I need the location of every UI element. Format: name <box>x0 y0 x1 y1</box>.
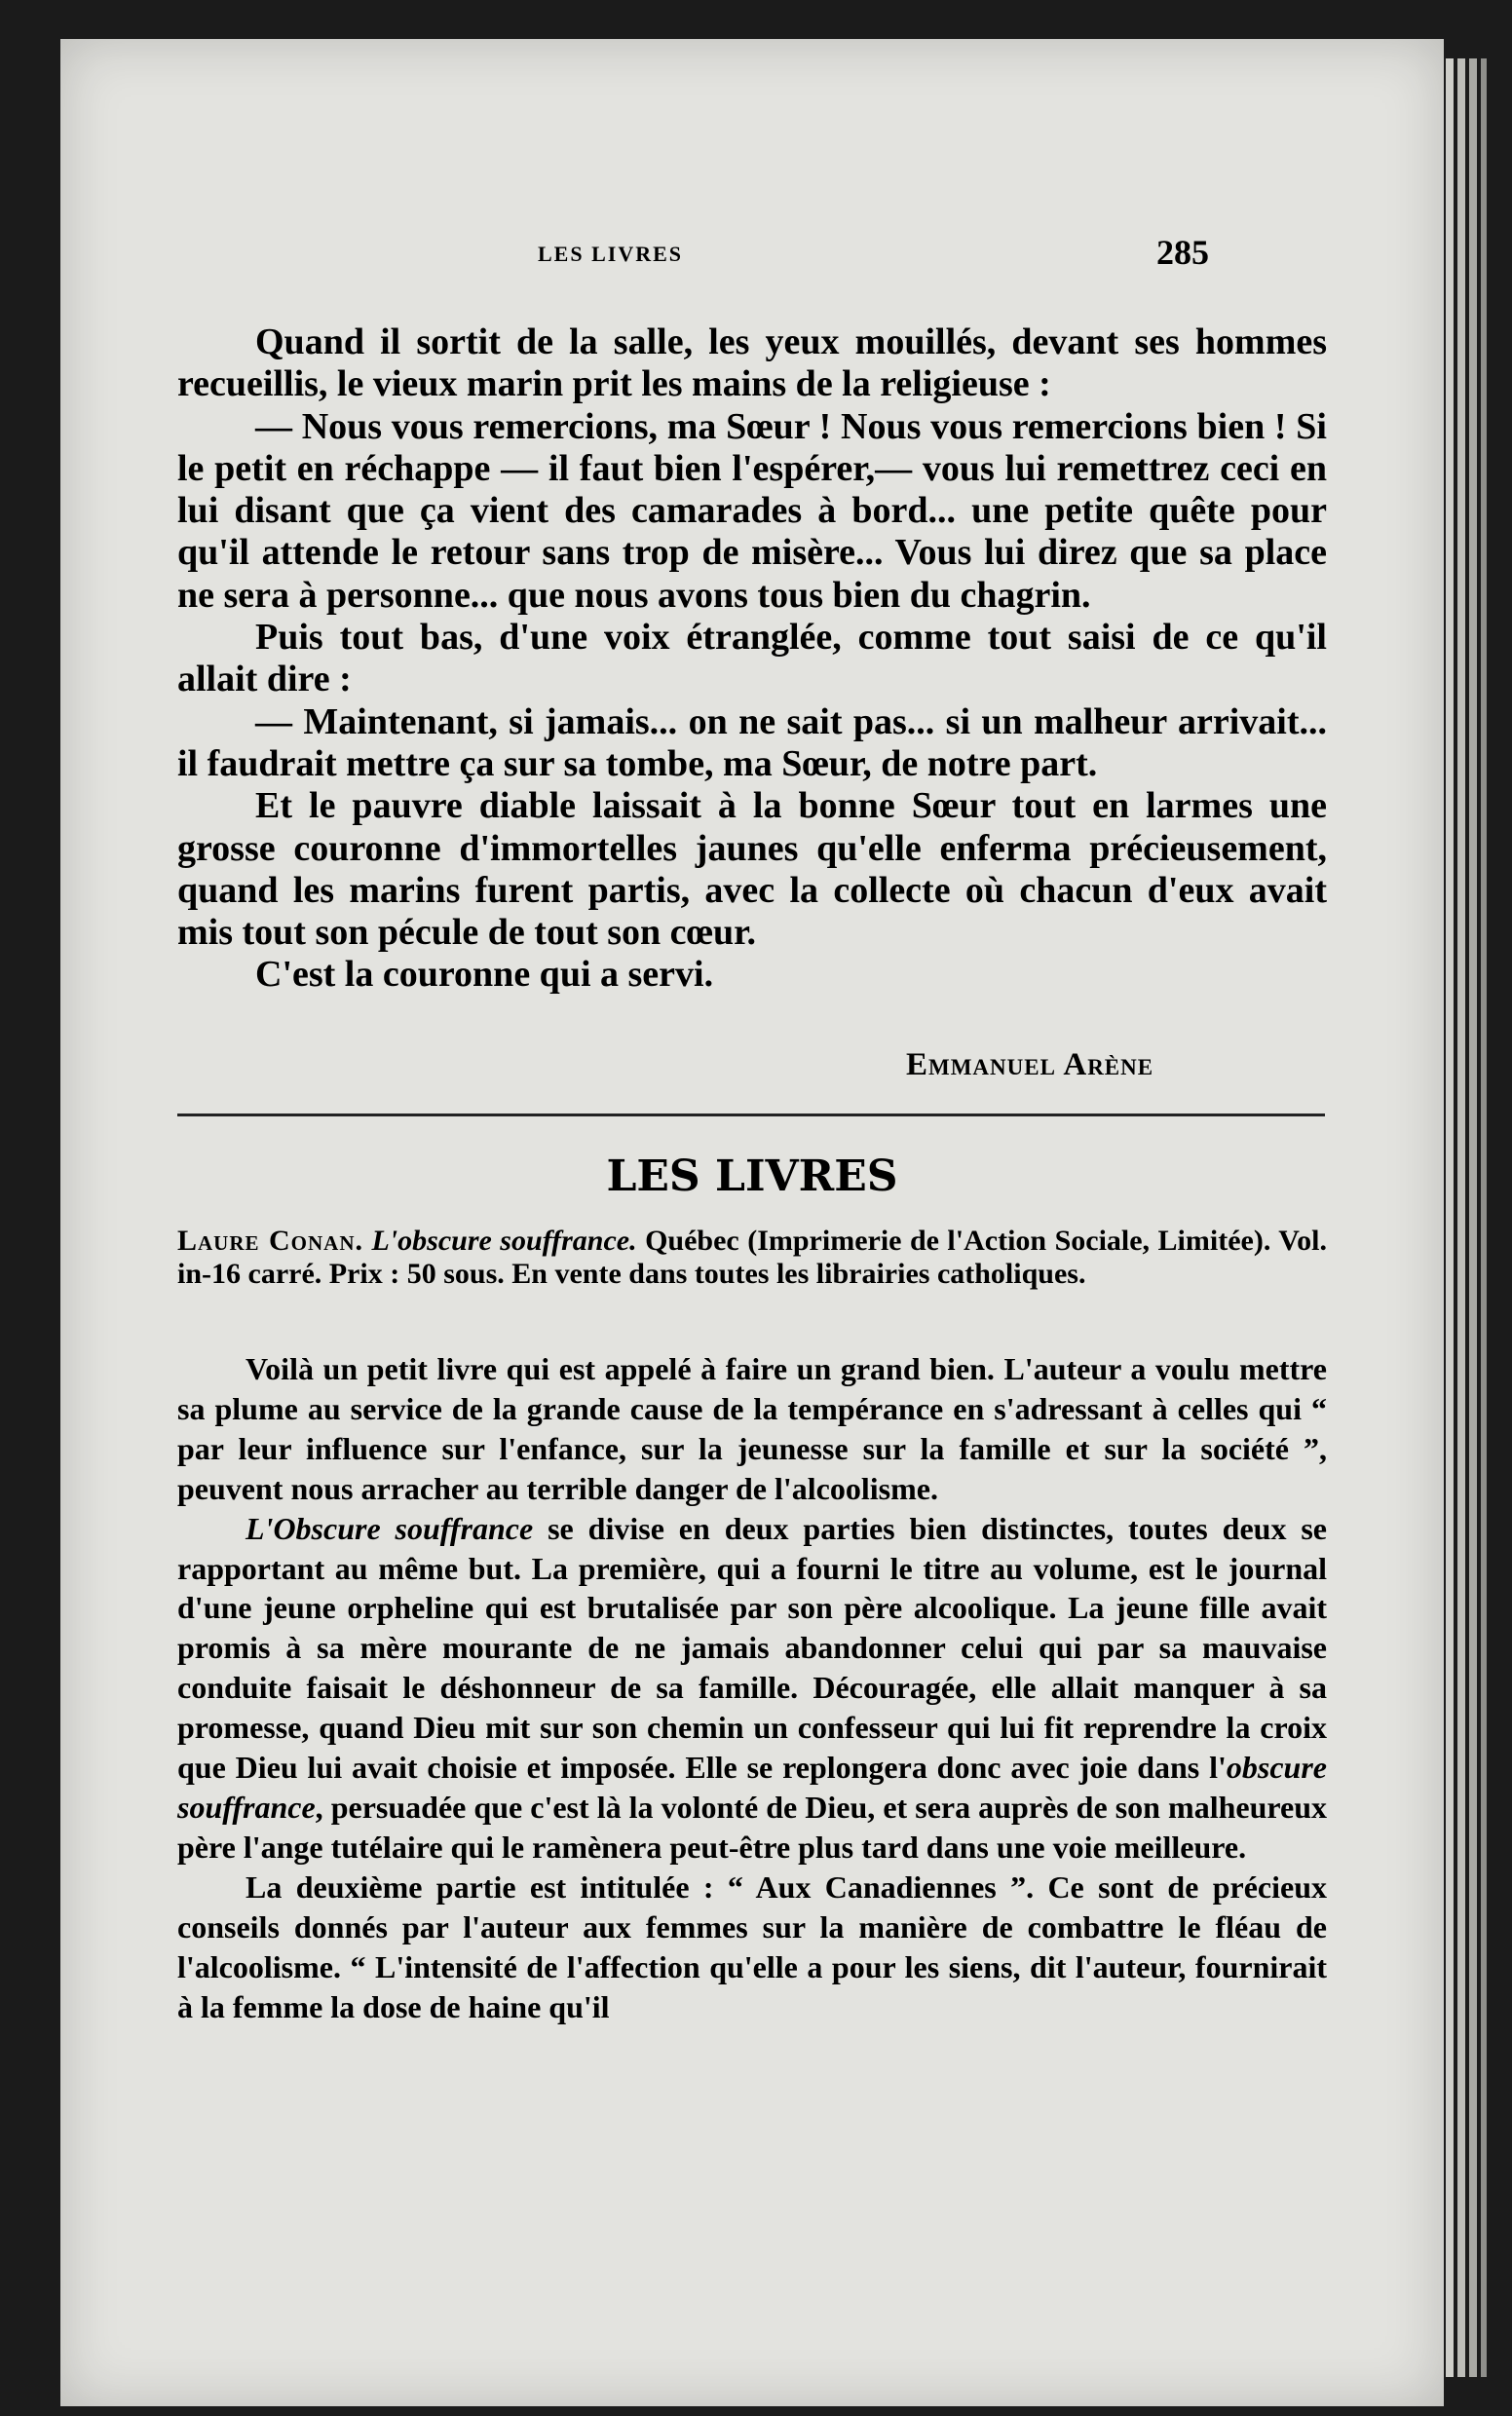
page-edge <box>1469 58 1477 2377</box>
story-paragraph: Et le pauvre diable laissait à la bonne Sœur tout en larmes une grosse couronne d'immortelles jaunes qu'elle enferma précieusement, quand les marins furent partis, avec la collecte où chacun d'eux avait mis tout son pécule de tout son cœur. <box>177 785 1327 954</box>
page-edge <box>1446 58 1454 2377</box>
story-paragraph: C'est la couronne qui a servi. <box>255 954 714 996</box>
review-paragraph: La deuxième partie est intitulée : “ Aux Canadiennes ”. Ce sont de précieux conseils donnés par l'auteur aux femmes sur la manière de combattre le fléau de l'alcoolisme. “ L'intensité de l'affection qu'elle a pour les siens, dit l'auteur, fournirait à la femme la dose de haine qu'il <box>177 1869 1327 2024</box>
review-paragraph: L'Obscure souffrance se divise en deux parties bien distinctes, toutes deux se rapportant au même but. La première, qui a fourni le titre au volume, est le journal d'une jeune orpheline qui est brutalisée par son père alcoolique. La jeune fille avait promis à sa mère mourante de ne jamais abandonner celui qui par sa mauvaise conduite faisait le déshonneur de sa famille. Découragée, elle allait manquer à sa promesse, quand Dieu mit sur son chemin un confesseur qui lui fit reprendre la croix que Dieu lui avait choisie et imposée. Elle se replongera donc avec joie dans l'obscure souffrance, persuadée que c'est là la volonté de Dieu, et sera auprès de son malheureux père l'ange tutélaire qui le ramènera peut-être plus tard dans une voie meilleure. <box>177 1510 1328 1865</box>
author-signature: Emmanuel Arène <box>906 1047 1154 1082</box>
page-edge <box>1457 58 1465 2377</box>
review-text <box>177 1349 1327 2026</box>
story-paragraph: Quand il sortit de la salle, les yeux mouillés, devant ses hommes recueillis, le vieux marin prit les mains de la religieuse : <box>177 321 1327 405</box>
bibliography-work: L'obscure souffrance. <box>371 1225 637 1257</box>
review-work-title: L'Obscure souffrance <box>246 1510 534 1546</box>
story-text <box>177 321 1327 997</box>
story-paragraph: — Nous vous remercions, ma Sœur ! Nous vous remercions bien ! Si le petit en réchappe — il faut bien l'espérer,— vous lui remettrez ceci en lui disant que ça vient des camarades à bord... une petite quête pour qu'il attende le retour sans trop de misère... Vous lui direz que sa place ne sera à personne... que nous avons tous bien du chagrin. <box>177 405 1327 616</box>
book-page <box>60 39 1444 2406</box>
page-edge <box>1481 58 1487 2377</box>
section-divider <box>177 1114 1325 1116</box>
bibliography-entry <box>177 1225 1327 1291</box>
story-paragraph: — Maintenant, si jamais... on ne sait pas... si un malheur arrivait... il faudrait mettre ça sur sa tombe, ma Sœur, de notre part. <box>177 700 1327 784</box>
story-paragraph: Puis tout bas, d'une voix étranglée, comme tout saisi de ce qu'il allait dire : <box>177 617 1327 700</box>
page-number: 285 <box>1156 233 1209 272</box>
review-work-title: obscure souffrance <box>177 1750 1327 1825</box>
bibliography-details: Québec (Imprimerie de l'Action Sociale, Limitée). Vol. in-16 carré. Prix : 50 sous. En vente dans toutes les librairies catholiques. <box>177 1225 1328 1290</box>
section-title: LES LIVRES <box>606 1151 898 1201</box>
bibliography-author: Laure Conan. <box>177 1225 363 1257</box>
review-paragraph: Voilà un petit livre qui est appelé à faire un grand bien. L'auteur a voulu mettre sa plume au service de la grande cause de la tempérance en s'adressant à celles qui “ par leur influence sur l'enfance, sur la jeunesse sur la famille et sur la société ”, peuvent nous arracher au terrible danger de l'alcoolisme. <box>177 1351 1327 1506</box>
running-title: LES LIVRES <box>538 242 684 266</box>
